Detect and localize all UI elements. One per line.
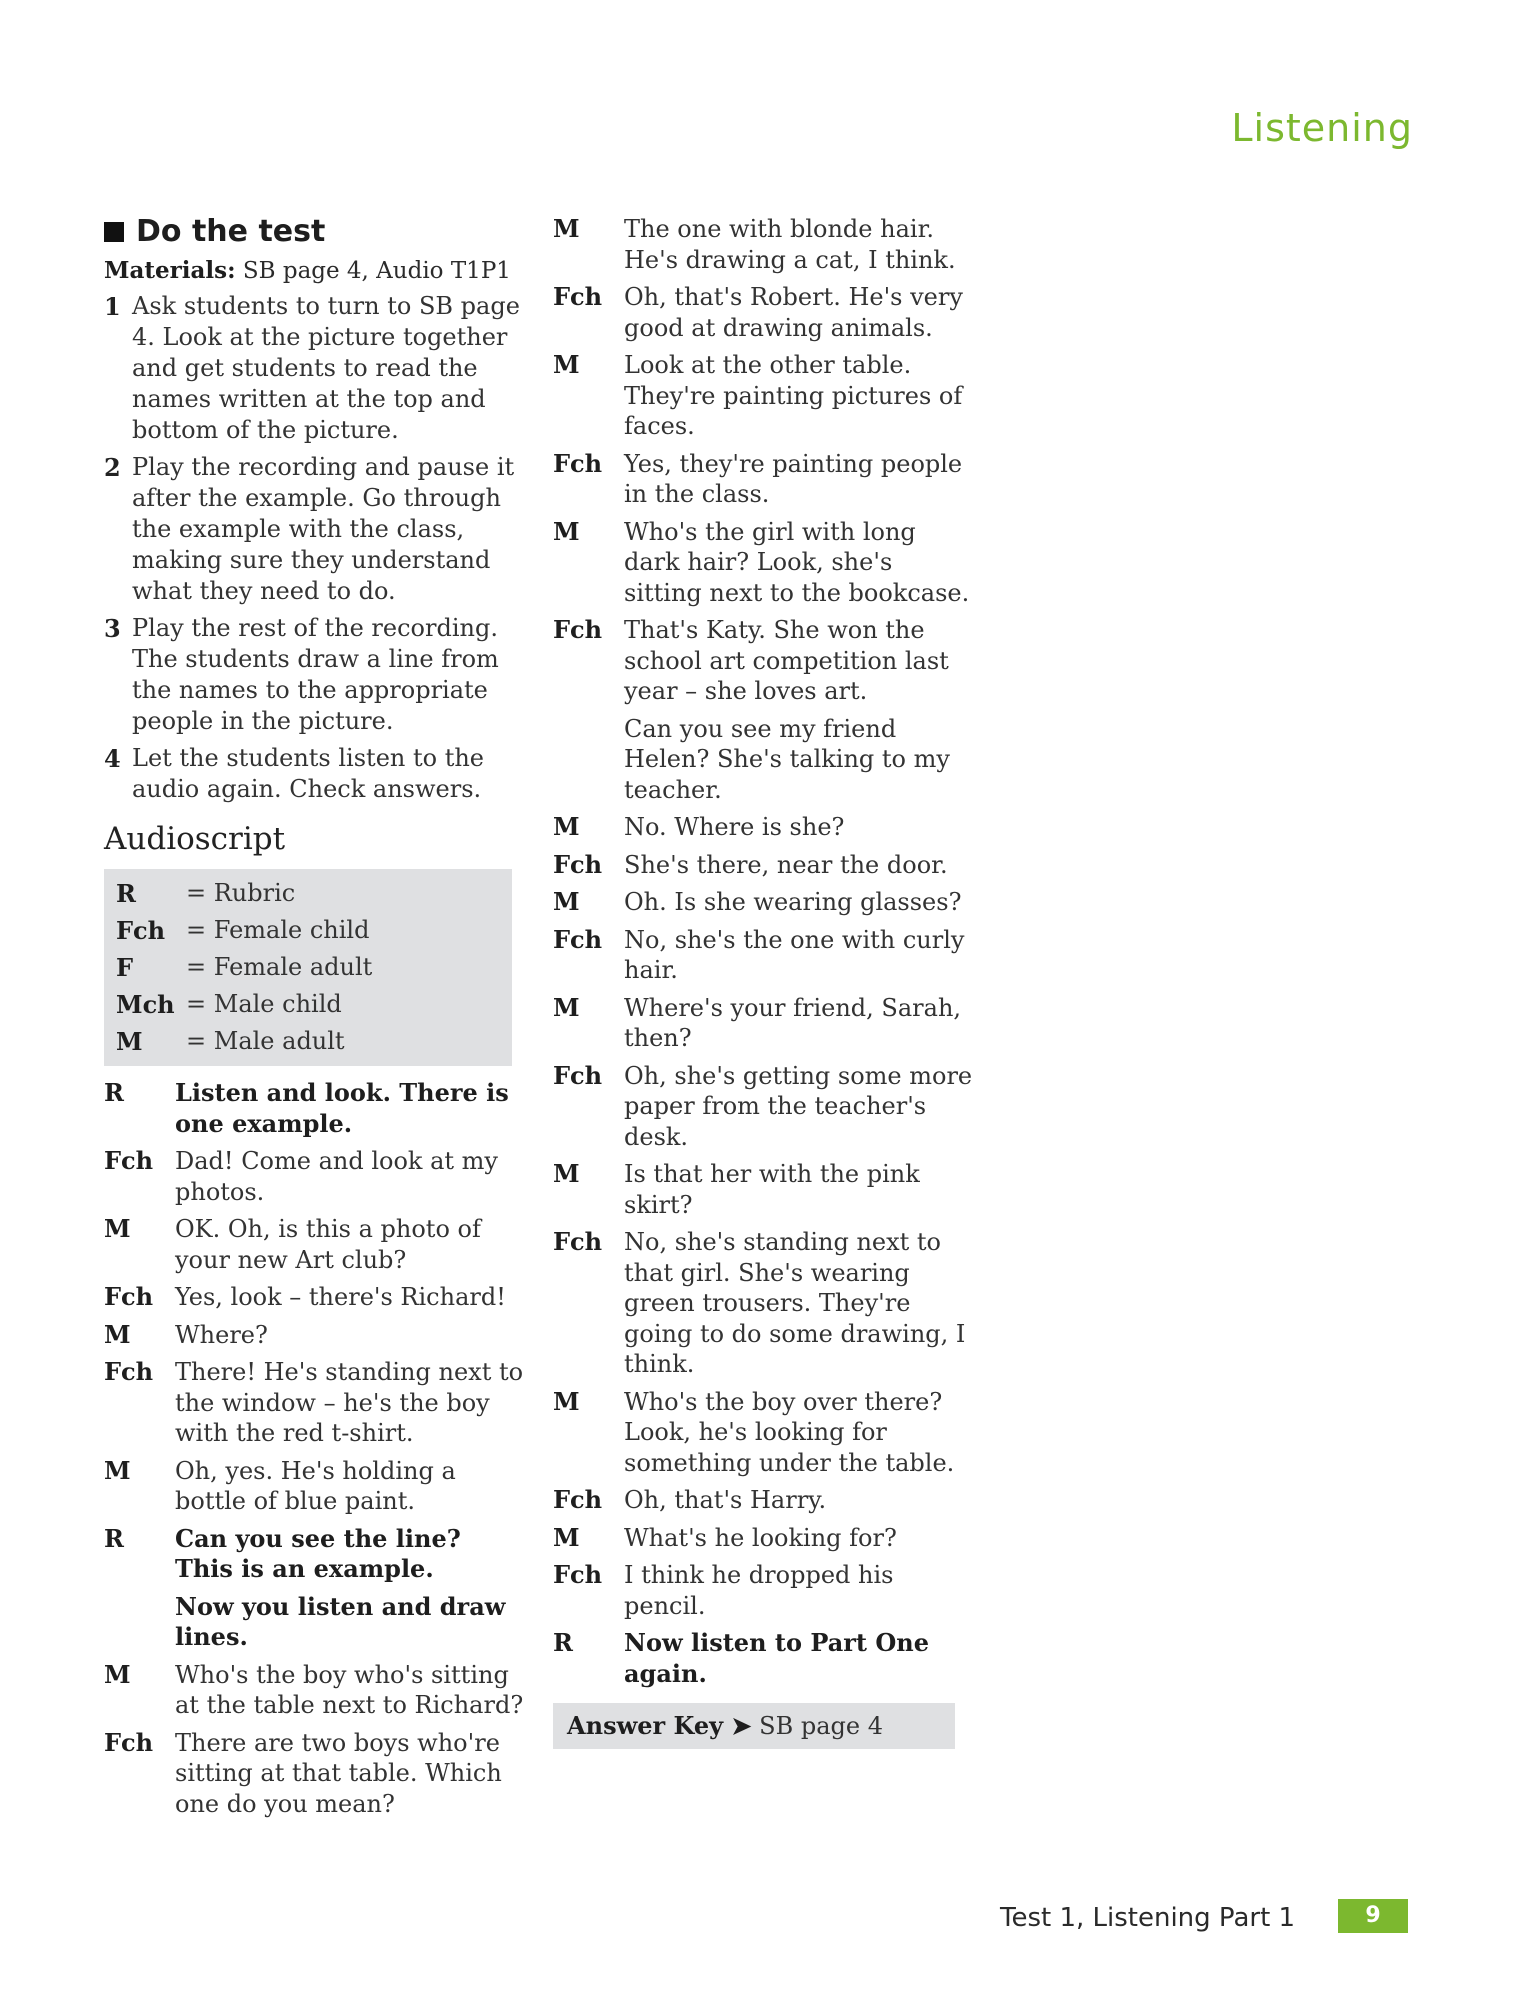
speaker-code: M — [104, 1319, 131, 1349]
speaker-code: M — [553, 350, 580, 379]
speaker-code: M — [553, 214, 580, 243]
line-text: That's Katy. She won the school art competition last year – she loves art. — [624, 616, 949, 705]
speaker-code: R — [553, 1628, 573, 1657]
key-row — [116, 986, 500, 1023]
materials-line — [104, 255, 524, 287]
line-text: Can you see my friend Helen? She's talking to my teacher. — [624, 714, 950, 804]
speaker-code: M — [104, 1455, 131, 1485]
line-text: The one with blonde hair. He's drawing a cat, I think. — [624, 215, 956, 274]
line-text: Where's your friend, Sarah, then? — [624, 993, 962, 1052]
speaker-code: R — [104, 1523, 124, 1553]
script-line — [553, 615, 973, 707]
line-text: Oh, she's getting some more paper from the teacher's desk. — [624, 1061, 973, 1151]
script-line — [553, 925, 973, 986]
line-text: She's there, near the door. — [624, 850, 948, 879]
speaker-code: Fch — [553, 924, 603, 954]
line-text: Oh, yes. He's holding a bottle of blue paint. — [175, 1456, 456, 1515]
speaker-code: M — [553, 1386, 580, 1416]
line-text: No. Where is she? — [624, 813, 845, 841]
script-line — [553, 1628, 973, 1689]
key-code: F — [116, 953, 134, 982]
speaker-code: Fch — [553, 849, 603, 879]
answer-key-box — [553, 1703, 955, 1749]
script-line — [104, 1728, 524, 1820]
script-line — [104, 1524, 524, 1585]
key-meaning: = Female adult — [186, 953, 373, 981]
materials-value: SB page 4, Audio T1P1 — [235, 258, 511, 284]
speaker-code: M — [553, 992, 580, 1022]
script-line — [104, 1146, 524, 1207]
audioscript-lines-left — [104, 1078, 524, 1819]
script-line — [553, 1523, 973, 1554]
line-text: Is that her with the pink skirt? — [624, 1160, 920, 1219]
speaker-code: Fch — [553, 448, 603, 478]
script-line — [553, 1485, 973, 1516]
key-row — [116, 949, 500, 986]
line-text: Yes, they're painting people in the class. — [624, 449, 963, 508]
step-number: 1 — [104, 292, 121, 321]
script-line — [104, 1357, 524, 1449]
step-item — [104, 291, 524, 446]
key-meaning: = Male adult — [186, 1027, 345, 1055]
step-text: Let the students listen to the audio again. Check answers. — [132, 744, 485, 803]
speaker-code: Fch — [553, 615, 603, 644]
key-code: M — [116, 1027, 143, 1056]
key-meaning: = Female child — [186, 916, 370, 944]
script-line — [553, 887, 973, 918]
speaker-code: M — [104, 1659, 131, 1689]
line-text: Listen and look. There is one example. — [175, 1078, 509, 1138]
script-line — [553, 714, 973, 806]
step-text: Play the rest of the recording. The students draw a line from the names to the appropriate people in the picture. — [132, 614, 499, 735]
speaker-code: M — [553, 887, 580, 916]
step-item — [104, 452, 524, 607]
speaker-code: M — [553, 1159, 580, 1188]
audioscript-heading: Audioscript — [104, 821, 286, 857]
key-row — [116, 875, 500, 912]
script-line — [104, 1078, 524, 1139]
line-text: Dad! Come and look at my photos. — [175, 1147, 498, 1206]
speaker-code: Fch — [553, 1560, 603, 1589]
speaker-code — [553, 714, 624, 806]
line-text: I think he dropped his pencil. — [624, 1561, 894, 1620]
heading-text: Do the test — [136, 214, 326, 249]
line-text: Now you listen and draw lines. — [175, 1591, 506, 1651]
script-line — [104, 1320, 524, 1351]
line-text: OK. Oh, is this a photo of your new Art club? — [175, 1215, 481, 1274]
script-line — [553, 214, 973, 275]
speaker-code: Fch — [553, 1227, 603, 1256]
step-text: Ask students to turn to SB page 4. Look at the picture together and get students to read the names written at the top and bottom of the picture. — [132, 292, 520, 444]
step-number: 2 — [104, 453, 121, 482]
script-line — [553, 850, 973, 881]
line-text: Oh. Is she wearing glasses? — [624, 888, 962, 916]
script-line — [553, 350, 973, 442]
speaker-code: M — [553, 1522, 580, 1552]
answer-key-value: SB page 4 — [751, 1712, 884, 1740]
line-text: Oh, that's Harry. — [624, 1486, 827, 1514]
key-meaning: = Rubric — [186, 879, 296, 907]
key-code: R — [116, 879, 136, 908]
line-text: There! He's standing next to the window – he's the boy with the red t-shirt. — [175, 1358, 524, 1447]
script-line — [104, 1214, 524, 1275]
script-line — [553, 517, 973, 609]
script-line — [553, 1159, 973, 1220]
steps-list — [104, 291, 524, 805]
line-text: Yes, look – there's Richard! — [175, 1283, 506, 1311]
line-text: Who's the boy who's sitting at the table next to Richard? — [175, 1660, 524, 1719]
script-line — [104, 1660, 524, 1721]
speaker-code: Fch — [553, 282, 603, 311]
key-code: Fch — [116, 916, 166, 945]
speaker-code: Fch — [104, 1357, 154, 1386]
script-line — [553, 1227, 973, 1380]
script-line — [553, 282, 973, 343]
right-column — [553, 214, 973, 1749]
script-line — [104, 1456, 524, 1517]
script-line — [553, 993, 973, 1054]
speaker-code: Fch — [553, 1060, 603, 1090]
speaker-code: Fch — [104, 1727, 154, 1757]
speaker-code: M — [553, 812, 580, 841]
square-bullet-icon — [104, 222, 124, 242]
script-line — [553, 1061, 973, 1153]
materials-label: Materials: — [104, 257, 236, 284]
step-number: 3 — [104, 614, 121, 643]
speaker-key-box — [104, 869, 512, 1066]
step-number: 4 — [104, 744, 121, 773]
script-line — [553, 1560, 973, 1621]
section-title: Listening — [1231, 106, 1413, 150]
line-text: Who's the boy over there? Look, he's looking for something under the table. — [624, 1387, 955, 1477]
speaker-code: Fch — [553, 1485, 603, 1514]
speaker-code: Fch — [104, 1282, 154, 1311]
audioscript-lines-right — [553, 214, 973, 1689]
step-item — [104, 743, 524, 805]
line-text: No, she's standing next to that girl. She's wearing green trousers. They're going to do some drawing, I think. — [624, 1228, 966, 1378]
line-text: What's he looking for? — [624, 1523, 897, 1552]
footer-text: Test 1, Listening Part 1 — [1000, 1903, 1296, 1933]
line-text: Where? — [175, 1320, 268, 1349]
script-line — [104, 1282, 524, 1313]
left-column — [104, 214, 524, 1826]
step-item — [104, 613, 524, 737]
key-row — [116, 912, 500, 949]
speaker-code: M — [104, 1214, 131, 1243]
speaker-code — [104, 1592, 175, 1653]
script-line — [553, 449, 973, 510]
line-text: Now listen to Part One again. — [624, 1628, 929, 1688]
answer-key-label: Answer Key ➤ — [567, 1711, 752, 1740]
speaker-code: Fch — [104, 1146, 154, 1175]
line-text: Oh, that's Robert. He's very good at drawing animals. — [624, 283, 963, 342]
key-meaning: = Male child — [186, 990, 342, 1018]
line-text: There are two boys who're sitting at that table. Which one do you mean? — [175, 1728, 502, 1818]
key-code: Mch — [116, 990, 175, 1019]
script-line — [104, 1592, 524, 1653]
line-text: Can you see the line? This is an example. — [175, 1523, 461, 1583]
script-line — [553, 1387, 973, 1479]
key-row — [116, 1023, 500, 1060]
do-the-test-heading — [104, 214, 524, 249]
step-text: Play the recording and pause it after the example. Go through the example with the class, making sure they understand what they need to do. — [132, 453, 515, 605]
speaker-code: M — [553, 516, 580, 546]
page-number: 9 — [1338, 1899, 1408, 1933]
line-text: No, she's the one with curly hair. — [624, 925, 965, 984]
line-text: Who's the girl with long dark hair? Look, she's sitting next to the bookcase. — [624, 517, 970, 607]
speaker-code: R — [104, 1078, 124, 1107]
line-text: Look at the other table. They're painting pictures of faces. — [624, 351, 963, 440]
script-line — [553, 812, 973, 843]
